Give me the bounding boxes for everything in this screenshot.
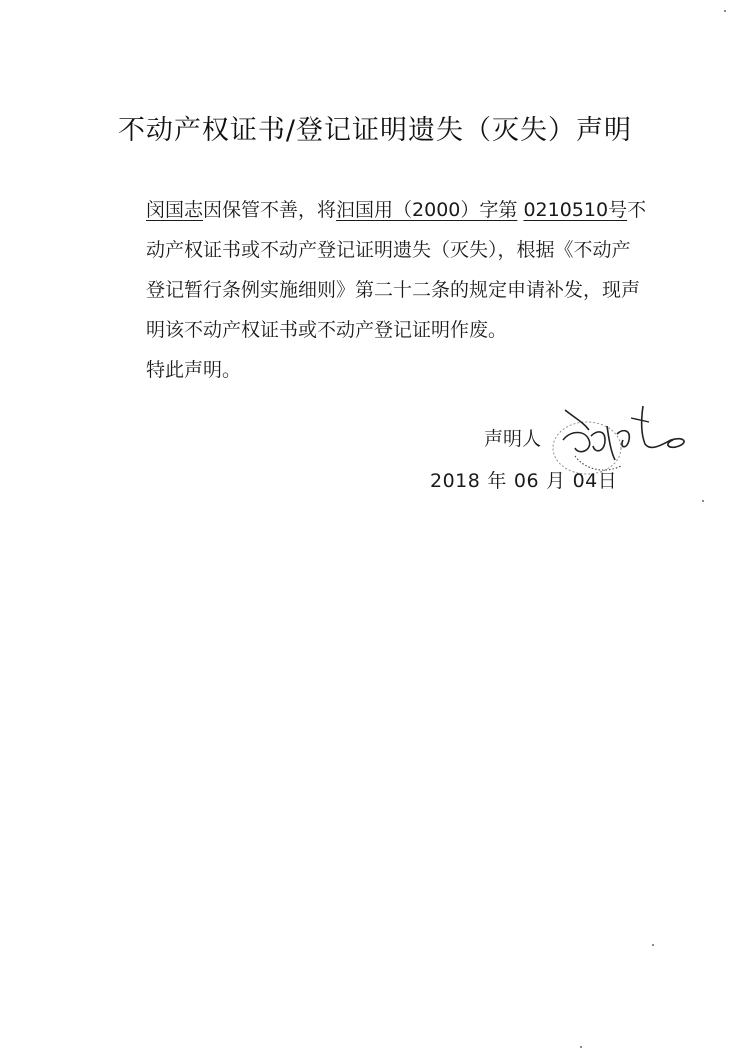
date-day: 04 (572, 470, 598, 492)
certificate-number: 0210510 (523, 199, 609, 221)
statement-paragraph (108, 190, 648, 350)
scan-speck (652, 944, 654, 946)
owner-name: 闵国志 (146, 199, 204, 221)
document-title: 不动产权证书/登记证明遗失（灭失）声明 (117, 115, 633, 146)
date-year-unit: 年 (487, 470, 507, 492)
handwritten-signature (545, 400, 695, 490)
statement-text-a: 因保管不善，将 (203, 199, 337, 221)
statement-body (108, 190, 648, 390)
date-year: 2018 (430, 470, 481, 492)
scan-speck (580, 1046, 582, 1048)
certificate-prefix: 汩国用（2000）字第 (336, 199, 518, 221)
statement-text-c: 不动产权证书或不动产登记证明遗失（灭失），根据《不动产登记暂行条例实施细则》第二十二条的规定申请补发，现声明该不动产权证书或不动产登记证明作废。 (146, 199, 647, 341)
date-month-unit: 月 (546, 470, 566, 492)
signer-label: 声明人 (484, 428, 542, 450)
scan-speck (702, 500, 704, 502)
certificate-suffix: 号 (608, 199, 628, 221)
date-month: 06 (513, 470, 540, 492)
scan-speck (724, 10, 726, 12)
closing-line: 特此声明。 (146, 359, 242, 381)
date-day-unit: 日 (597, 470, 618, 492)
